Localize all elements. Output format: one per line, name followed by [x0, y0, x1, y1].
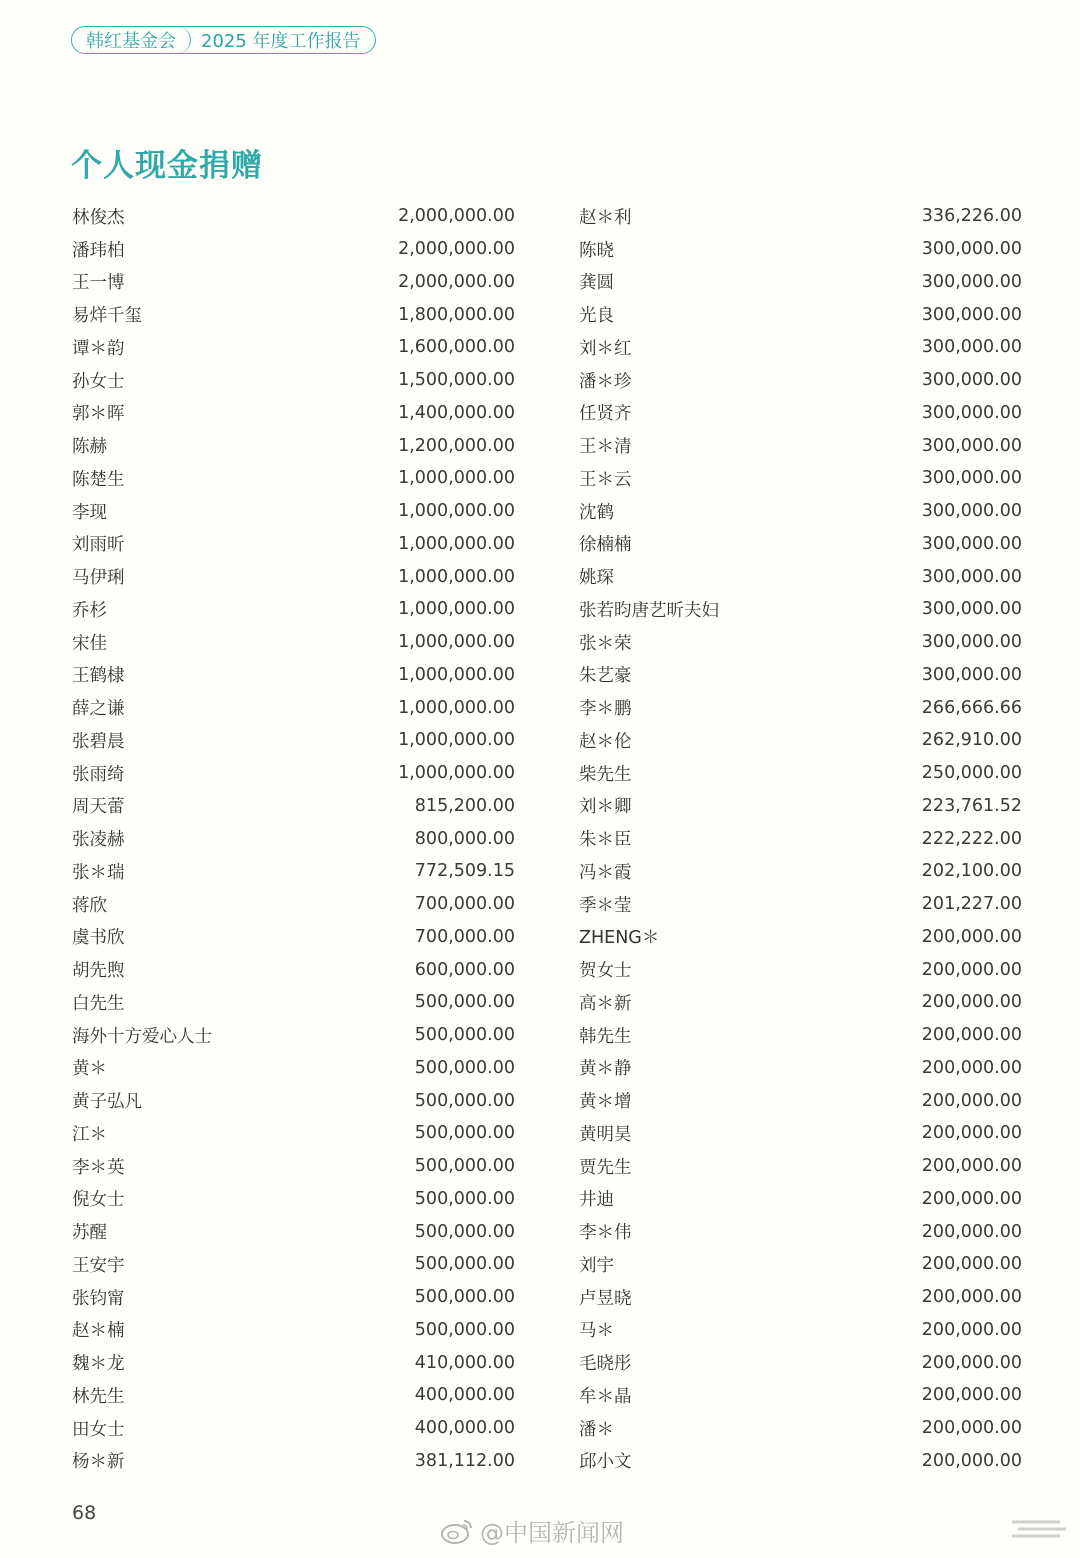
header-report-title: 2025 年度工作报告	[201, 31, 361, 52]
donor-name: 刘雨昕	[72, 535, 125, 556]
donor-row	[579, 1346, 1022, 1379]
donor-row	[72, 1019, 515, 1052]
donor-name: 江＊	[72, 1124, 107, 1145]
donation-amount: 600,000.00	[414, 959, 515, 980]
donation-amount: 500,000.00	[414, 1254, 515, 1275]
donor-name: 贺女士	[579, 961, 632, 982]
donor-row	[579, 1183, 1022, 1216]
donor-row	[72, 298, 515, 331]
donor-name: 李＊英	[72, 1157, 125, 1178]
donation-amount: 202,100.00	[921, 861, 1022, 882]
donation-amount: 200,000.00	[921, 1287, 1022, 1308]
donation-amount: 2,000,000.00	[398, 271, 515, 292]
donation-amount: 1,000,000.00	[398, 599, 515, 620]
header-org: 韩红基金会	[72, 27, 191, 53]
donation-amount: 1,000,000.00	[398, 730, 515, 751]
donor-name: 孙女士	[72, 371, 125, 392]
donation-amount: 300,000.00	[921, 632, 1022, 653]
donation-amount: 200,000.00	[921, 1188, 1022, 1209]
donation-amount: 1,400,000.00	[398, 402, 515, 423]
donor-name: 张雨绮	[72, 764, 125, 785]
donor-row	[72, 1281, 515, 1314]
donor-name: 张凌赫	[72, 830, 125, 851]
donor-name: 宋佳	[72, 633, 107, 654]
donor-name: 黄明昊	[579, 1124, 632, 1145]
donation-amount: 400,000.00	[414, 1385, 515, 1406]
donation-amount: 200,000.00	[921, 1156, 1022, 1177]
donor-row	[579, 1117, 1022, 1150]
donor-name: 刘＊红	[579, 338, 632, 359]
donor-row	[579, 495, 1022, 528]
donor-name: 苏醒	[72, 1223, 107, 1244]
donor-row	[72, 757, 515, 790]
donation-amount: 200,000.00	[921, 1418, 1022, 1439]
donor-row	[72, 986, 515, 1019]
donor-row	[72, 1150, 515, 1183]
donation-amount: 700,000.00	[414, 894, 515, 915]
donation-amount: 300,000.00	[921, 664, 1022, 685]
donor-name: 柴先生	[579, 764, 632, 785]
donor-name: 王鹤棣	[72, 666, 125, 687]
donor-row	[579, 691, 1022, 724]
report-header	[71, 26, 376, 54]
donor-name: 黄＊静	[579, 1059, 632, 1080]
donation-amount: 1,000,000.00	[398, 533, 515, 554]
donor-row	[72, 364, 515, 397]
donor-name: 周天蕾	[72, 797, 125, 818]
donation-amount: 772,509.15	[414, 861, 515, 882]
donor-row	[579, 888, 1022, 921]
donation-amount: 200,000.00	[921, 1123, 1022, 1144]
donor-row	[72, 593, 515, 626]
donor-name: 贾先生	[579, 1157, 632, 1178]
donor-row	[72, 888, 515, 921]
donor-name: 田女士	[72, 1419, 125, 1440]
donor-row	[579, 822, 1022, 855]
donor-row	[579, 626, 1022, 659]
donor-name: 龚圆	[579, 273, 614, 294]
donor-name: 李现	[72, 502, 107, 523]
donation-amount: 800,000.00	[414, 828, 515, 849]
donor-name: 谭＊韵	[72, 338, 125, 359]
donor-row	[579, 1215, 1022, 1248]
donation-amount: 1,000,000.00	[398, 566, 515, 587]
donor-name: 王一博	[72, 273, 125, 294]
donor-row	[72, 233, 515, 266]
donor-row	[579, 1019, 1022, 1052]
donation-amount: 1,800,000.00	[398, 304, 515, 325]
donor-name: 高＊新	[579, 993, 632, 1014]
donation-amount: 500,000.00	[414, 992, 515, 1013]
donor-row	[579, 659, 1022, 692]
donor-name: 光良	[579, 306, 614, 327]
donation-amount: 500,000.00	[414, 1221, 515, 1242]
donor-row	[72, 495, 515, 528]
donor-name: 陈晓	[579, 240, 614, 261]
donor-row	[579, 1248, 1022, 1281]
donation-amount: 300,000.00	[921, 468, 1022, 489]
donor-row	[72, 1445, 515, 1478]
donation-amount: 300,000.00	[921, 533, 1022, 554]
donor-row	[579, 855, 1022, 888]
donor-list-right	[579, 200, 1022, 1477]
donor-row	[579, 1084, 1022, 1117]
donor-row	[579, 1314, 1022, 1347]
donor-name: 韩先生	[579, 1026, 632, 1047]
donor-row	[579, 757, 1022, 790]
donor-row	[579, 462, 1022, 495]
donation-amount: 200,000.00	[921, 1352, 1022, 1373]
donor-name: 陈楚生	[72, 469, 125, 490]
donation-amount: 250,000.00	[921, 763, 1022, 784]
donor-name: 蒋欣	[72, 895, 107, 916]
donation-amount: 400,000.00	[414, 1418, 515, 1439]
donor-row	[579, 331, 1022, 364]
watermark	[440, 1513, 624, 1548]
donation-amount: 1,000,000.00	[398, 632, 515, 653]
donor-row	[72, 724, 515, 757]
donor-name: ZHENG＊	[579, 928, 660, 949]
donation-amount: 300,000.00	[921, 239, 1022, 260]
donor-row	[72, 1412, 515, 1445]
donor-row	[579, 790, 1022, 823]
donation-amount: 200,000.00	[921, 1090, 1022, 1111]
donor-row	[72, 691, 515, 724]
donor-row	[72, 200, 515, 233]
donation-amount: 200,000.00	[921, 1025, 1022, 1046]
donor-name: 黄＊	[72, 1059, 107, 1080]
donation-amount: 300,000.00	[921, 435, 1022, 456]
donor-name: 杨＊新	[72, 1452, 125, 1473]
donation-amount: 200,000.00	[921, 926, 1022, 947]
donor-row	[579, 1150, 1022, 1183]
donor-row	[579, 1281, 1022, 1314]
donor-name: 李＊鹏	[579, 699, 632, 720]
donor-name: 朱＊臣	[579, 830, 632, 851]
donor-row	[72, 331, 515, 364]
donation-amount: 500,000.00	[414, 1319, 515, 1340]
donor-name: 任贤齐	[579, 404, 632, 425]
donation-amount: 300,000.00	[921, 599, 1022, 620]
donor-row	[579, 921, 1022, 954]
donor-row	[72, 953, 515, 986]
donor-name: 张＊瑞	[72, 862, 125, 883]
donor-name: 赵＊利	[579, 207, 632, 228]
donor-name: 王安宇	[72, 1255, 125, 1276]
donor-row	[72, 397, 515, 430]
donor-name: 季＊莹	[579, 895, 632, 916]
donor-name: 林先生	[72, 1386, 125, 1407]
donor-name: 赵＊伦	[579, 731, 632, 752]
donation-amount: 1,000,000.00	[398, 763, 515, 784]
donor-name: 倪女士	[72, 1190, 125, 1211]
donation-amount: 1,000,000.00	[398, 501, 515, 522]
donation-amount: 200,000.00	[921, 1319, 1022, 1340]
donation-amount: 262,910.00	[921, 730, 1022, 751]
donor-row	[579, 233, 1022, 266]
donor-row	[579, 298, 1022, 331]
donor-name: 朱艺豪	[579, 666, 632, 687]
watermark-text: @中国新闻网	[480, 1519, 624, 1547]
donor-name: 郭＊晖	[72, 404, 125, 425]
donation-amount: 200,000.00	[921, 1450, 1022, 1471]
donor-name: 姚琛	[579, 568, 614, 589]
donor-name: 王＊清	[579, 437, 632, 458]
donor-name: 毛晓彤	[579, 1354, 632, 1375]
donor-row	[579, 1412, 1022, 1445]
donation-amount: 300,000.00	[921, 370, 1022, 391]
donor-name: 白先生	[72, 993, 125, 1014]
section-title: 个人现金捐赠	[71, 148, 263, 184]
donor-row	[72, 822, 515, 855]
donation-amount: 410,000.00	[414, 1352, 515, 1373]
donation-amount: 1,000,000.00	[398, 697, 515, 718]
donor-name: 虞书欣	[72, 928, 125, 949]
donation-amount: 1,500,000.00	[398, 370, 515, 391]
donor-row	[579, 986, 1022, 1019]
donor-row	[579, 593, 1022, 626]
donation-amount: 200,000.00	[921, 1385, 1022, 1406]
donation-amount: 500,000.00	[414, 1156, 515, 1177]
donation-amount: 200,000.00	[921, 1254, 1022, 1275]
donation-amount: 300,000.00	[921, 501, 1022, 522]
donation-amount: 200,000.00	[921, 1057, 1022, 1078]
donor-name: 李＊伟	[579, 1223, 632, 1244]
donor-list-left	[72, 200, 515, 1477]
donation-amount: 200,000.00	[921, 959, 1022, 980]
donor-name: 黄＊增	[579, 1092, 632, 1113]
donation-amount: 300,000.00	[921, 402, 1022, 423]
donor-row	[579, 429, 1022, 462]
donor-name: 王＊云	[579, 469, 632, 490]
donor-name: 张碧晨	[72, 731, 125, 752]
donor-row	[72, 1248, 515, 1281]
donation-amount: 700,000.00	[414, 926, 515, 947]
donor-row	[579, 200, 1022, 233]
donation-amount: 500,000.00	[414, 1057, 515, 1078]
donation-amount: 200,000.00	[921, 1221, 1022, 1242]
donor-name: 徐楠楠	[579, 535, 632, 556]
donation-amount: 815,200.00	[414, 795, 515, 816]
donor-name: 沈鹤	[579, 502, 614, 523]
donor-row	[579, 1052, 1022, 1085]
donation-amount: 336,226.00	[921, 206, 1022, 227]
donation-amount: 500,000.00	[414, 1123, 515, 1144]
donor-name: 潘玮柏	[72, 240, 125, 261]
donor-row	[72, 659, 515, 692]
donor-row	[72, 626, 515, 659]
donation-amount: 500,000.00	[414, 1090, 515, 1111]
donor-name: 潘＊珍	[579, 371, 632, 392]
donor-row	[579, 1445, 1022, 1478]
donor-row	[72, 429, 515, 462]
donor-row	[579, 397, 1022, 430]
donor-row	[579, 266, 1022, 299]
weibo-icon	[440, 1517, 474, 1545]
donor-name: 海外十方爱心人士	[72, 1026, 212, 1047]
donor-name: 牟＊晶	[579, 1386, 632, 1407]
donation-amount: 500,000.00	[414, 1287, 515, 1308]
donor-name: 魏＊龙	[72, 1354, 125, 1375]
donation-amount: 1,200,000.00	[398, 435, 515, 456]
donation-amount: 1,000,000.00	[398, 468, 515, 489]
donor-name: 刘宇	[579, 1255, 614, 1276]
donor-row	[579, 560, 1022, 593]
donor-name: 黄子弘凡	[72, 1092, 142, 1113]
donation-amount: 300,000.00	[921, 337, 1022, 358]
donor-row	[72, 528, 515, 561]
donor-row	[72, 1183, 515, 1216]
donor-name: 乔杉	[72, 600, 107, 621]
donor-name: 易烊千玺	[72, 306, 142, 327]
donation-amount: 300,000.00	[921, 271, 1022, 292]
donor-name: 陈赫	[72, 437, 107, 458]
donor-name: 张若昀唐艺昕夫妇	[579, 600, 719, 621]
donor-name: 张钧甯	[72, 1288, 125, 1309]
donation-amount: 223,761.52	[921, 795, 1022, 816]
page-number: 68	[72, 1502, 97, 1524]
donor-name: 潘＊	[579, 1419, 614, 1440]
donor-name: 张＊荣	[579, 633, 632, 654]
donor-row	[72, 1346, 515, 1379]
donor-name: 林俊杰	[72, 207, 125, 228]
donor-name: 马伊琍	[72, 568, 125, 589]
donor-name: 马＊	[579, 1321, 614, 1342]
donor-name: 赵＊楠	[72, 1321, 125, 1342]
donation-amount: 2,000,000.00	[398, 206, 515, 227]
donation-amount: 500,000.00	[414, 1188, 515, 1209]
donor-row	[72, 1084, 515, 1117]
donor-row	[72, 560, 515, 593]
donation-amount: 1,600,000.00	[398, 337, 515, 358]
donor-row	[72, 1215, 515, 1248]
donation-amount: 1,000,000.00	[398, 664, 515, 685]
donor-row	[72, 1379, 515, 1412]
donor-name: 卢昱晓	[579, 1288, 632, 1309]
donor-row	[72, 266, 515, 299]
donor-row	[72, 790, 515, 823]
donation-amount: 500,000.00	[414, 1025, 515, 1046]
donation-amount: 300,000.00	[921, 566, 1022, 587]
donor-name: 邱小文	[579, 1452, 632, 1473]
donation-amount: 201,227.00	[921, 894, 1022, 915]
donation-amount: 300,000.00	[921, 304, 1022, 325]
donation-amount: 200,000.00	[921, 992, 1022, 1013]
donation-amount: 2,000,000.00	[398, 239, 515, 260]
donor-name: 薛之谦	[72, 699, 125, 720]
donor-row	[579, 724, 1022, 757]
donor-name: 胡先煦	[72, 961, 125, 982]
donor-row	[579, 528, 1022, 561]
donor-row	[579, 1379, 1022, 1412]
donor-name: 井迪	[579, 1190, 614, 1211]
donation-amount: 222,222.00	[921, 828, 1022, 849]
donor-name: 刘＊卿	[579, 797, 632, 818]
donor-name: 冯＊霞	[579, 862, 632, 883]
donor-row	[72, 855, 515, 888]
donor-row	[72, 1117, 515, 1150]
donation-amount: 266,666.66	[921, 697, 1022, 718]
donor-row	[72, 1052, 515, 1085]
donation-amount: 381,112.00	[414, 1450, 515, 1471]
corner-decoration	[1008, 1516, 1068, 1542]
donor-row	[72, 1314, 515, 1347]
donor-row	[579, 953, 1022, 986]
donor-row	[72, 921, 515, 954]
donor-row	[72, 462, 515, 495]
donor-row	[579, 364, 1022, 397]
